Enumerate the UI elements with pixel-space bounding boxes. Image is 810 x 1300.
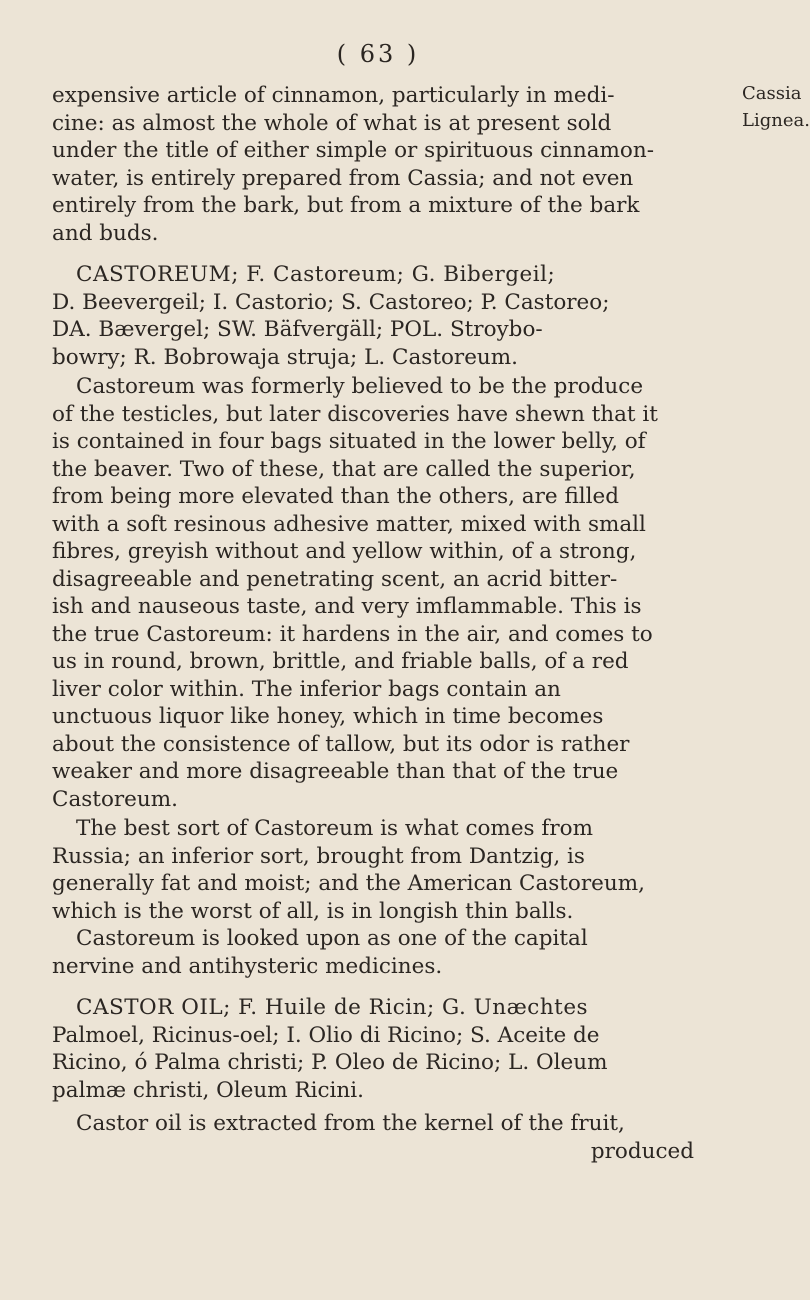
text-line: Ricino, ó Palma christi; P. Oleo de Ricino; L. Oleum (52, 1050, 608, 1075)
text-line: water, is entirely prepared from Cassia; and not even (52, 165, 634, 191)
text-line: ish and nauseous taste, and very imflammable. This is (52, 594, 642, 619)
text-line: with a soft resinous adhesive matter, mixed with small (52, 511, 646, 537)
text-line: Castoreum was formerly believed to be the produce (76, 374, 644, 399)
paragraph-cassia (52, 82, 732, 247)
page-number: ( 63 ) (336, 40, 420, 68)
text-line: cine: as almost the whole of what is at present sold (52, 110, 612, 136)
text-line: D. Beevergeil; I. Castorio; S. Castoreo; P. Castoreo; (52, 289, 610, 315)
text-line: expensive article of cinnamon, particularly in medi- (52, 83, 615, 108)
text-line: nervine and antihysteric medicines. (52, 953, 443, 979)
paragraph-castor-oil-description (52, 1110, 732, 1165)
text-line: fibres, greyish without and yellow within, of a strong, (52, 539, 637, 564)
text-line: The best sort of Castoreum is what comes from (76, 816, 593, 841)
text-line: under the title of either simple or spirituous cinnamon- (52, 138, 654, 163)
text-line: CASTOR OIL; F. Huile de Ricin; G. Unæchtes (76, 995, 589, 1020)
text-line: palmæ christi, Oleum Ricini. (52, 1077, 364, 1103)
paragraph-castoreum-sorts (52, 815, 732, 925)
paragraph-castoreum-description (52, 373, 732, 813)
text-line: from being more elevated than the others, are filled (52, 484, 620, 509)
text-line: CASTOREUM; F. Castoreum; G. Bibergeil; (76, 262, 556, 287)
catchword: produced (590, 1138, 694, 1164)
text-line: disagreeable and penetrating scent, an acrid bitter- (52, 566, 618, 592)
text-line: about the consistence of tallow, but its odor is rather (52, 731, 630, 757)
text-line: bowry; R. Bobrowaja struja; L. Castoreum. (52, 344, 518, 370)
text-line: Russia; an inferior sort, brought from Dantzig, is (52, 843, 585, 869)
text-line: which is the worst of all, is in longish thin balls. (52, 898, 574, 924)
text-line: Palmoel, Ricinus-oel; I. Olio di Ricino; S. Aceite de (52, 1022, 600, 1048)
margin-note-cassia: Cassia (742, 83, 802, 104)
text-line: unctuous liquor like honey, which in time becomes (52, 704, 604, 729)
book-page (52, 0, 810, 1300)
text-line: Castoreum. (52, 786, 178, 812)
text-line: the true Castoreum: it hardens in the air, and comes to (52, 621, 653, 647)
text-line: entirely from the bark, but from a mixture of the bark (52, 193, 640, 218)
text-line: is contained in four bags situated in the lower belly, of (52, 429, 646, 454)
paragraph-castoreum-use (52, 925, 732, 980)
text-line: weaker and more disagreeable than that of the true (52, 759, 619, 784)
text-line: the beaver. Two of these, that are called the superior, (52, 456, 636, 482)
body-text (52, 82, 732, 1165)
text-line: us in round, brown, brittle, and friable balls, of a red (52, 649, 629, 674)
paragraph-castoreum-names (52, 261, 732, 371)
text-line: Castoreum is looked upon as one of the capital (76, 926, 588, 951)
text-line: liver color within. The inferior bags contain an (52, 676, 561, 702)
paragraph-castor-oil-names (52, 994, 732, 1104)
text-line: Castor oil is extracted from the kernel of the fruit, (76, 1111, 625, 1136)
text-line: of the testicles, but later discoveries have shewn that it (52, 401, 658, 427)
text-line: and buds. (52, 220, 159, 246)
text-line: generally fat and moist; and the American Castoreum, (52, 871, 645, 896)
margin-note-lignea: Lignea. (742, 110, 810, 131)
text-line: DA. Bævergel; SW. Bäfvergäll; POL. Stroybo- (52, 317, 543, 342)
